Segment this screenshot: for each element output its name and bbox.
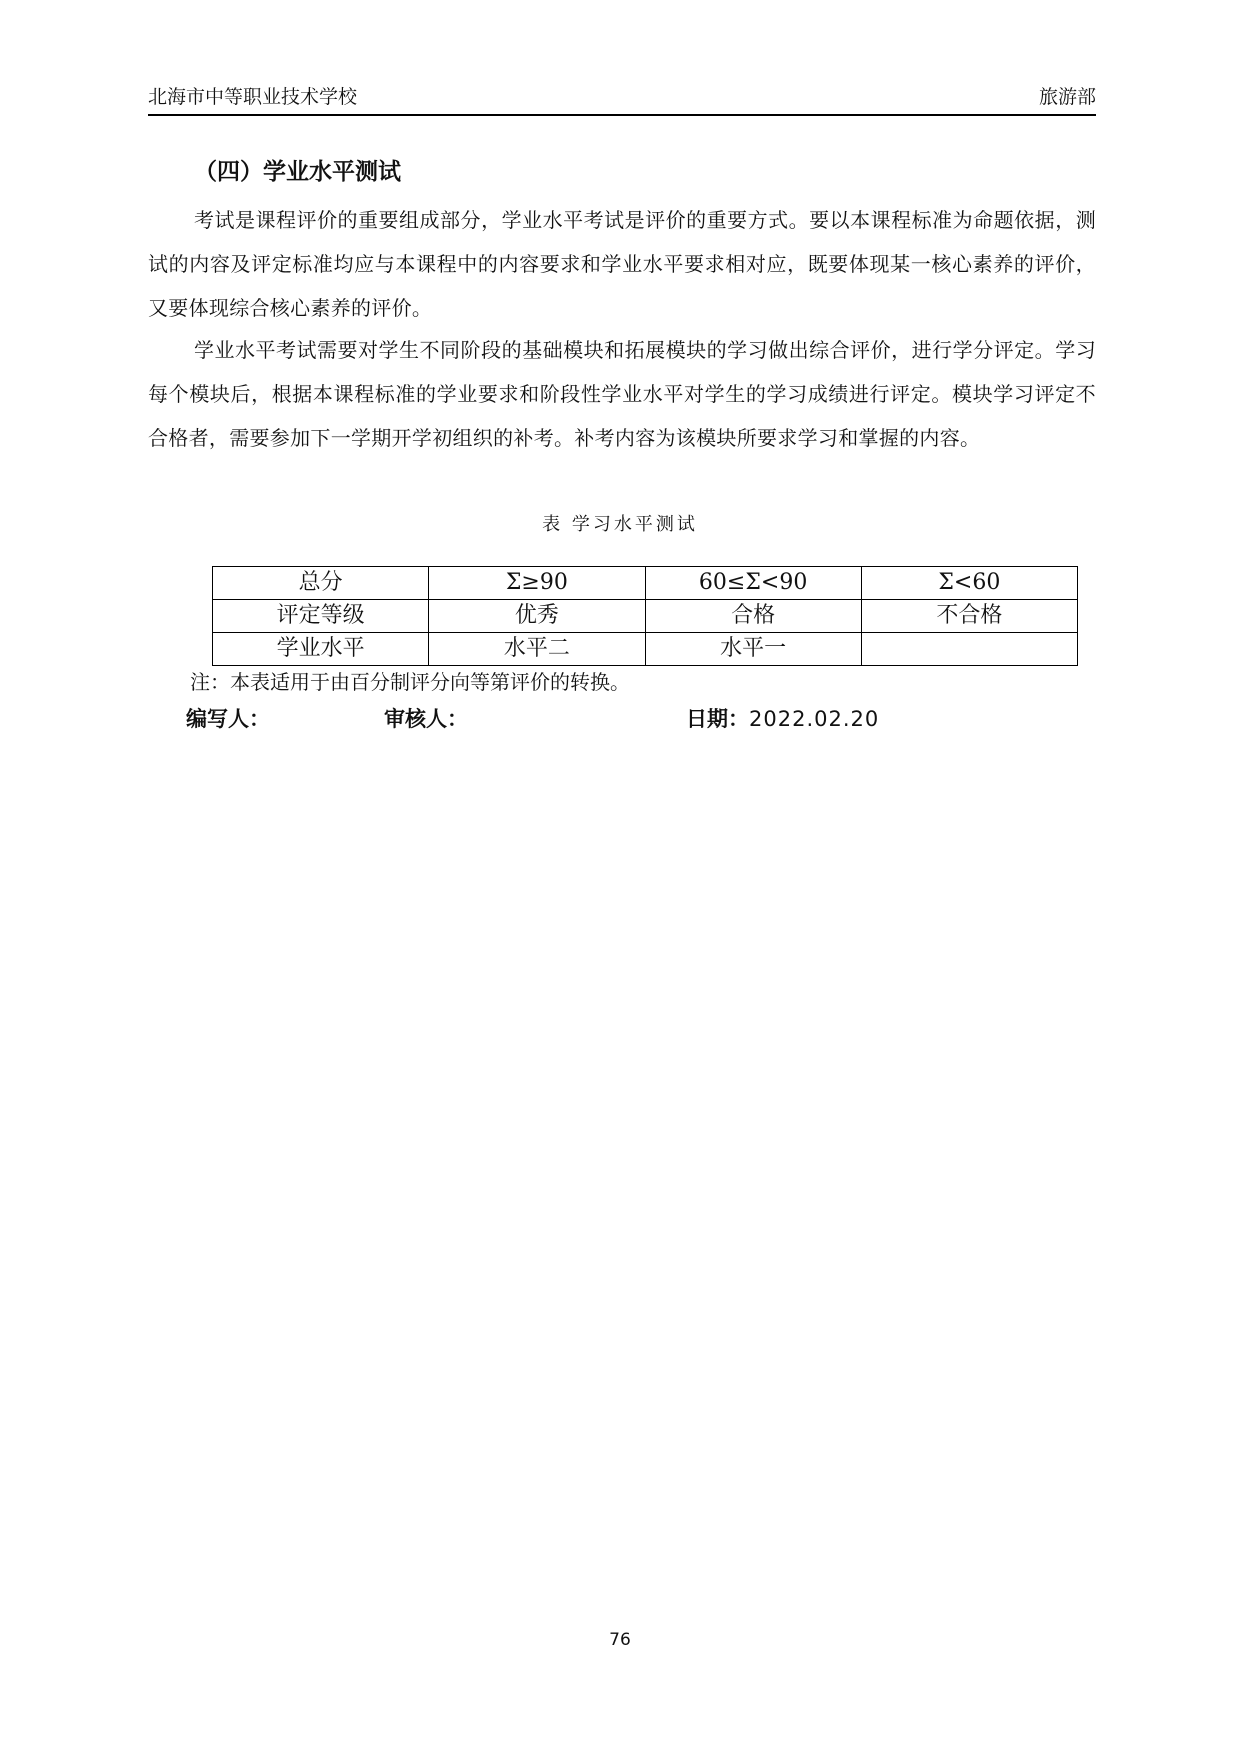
section-title: （四）学业水平测试	[194, 159, 401, 185]
grade-table	[212, 566, 1078, 666]
table-cell: 优秀	[429, 600, 645, 633]
paragraph-exam-evaluation: 考试是课程评价的重要组成部分，学业水平考试是评价的重要方式。要以本课程标准为命题依据，测试的内容及评定标准均应与本课程中的内容要求和学业水平要求相对应，既要体现某一核心素养的评价，又要体现综合核心素养的评价。	[148, 208, 1096, 320]
table-row	[213, 600, 1078, 633]
table-cell: 水平一	[645, 633, 861, 666]
date-value: 2022.02.20	[749, 707, 880, 731]
table-cell: 水平二	[429, 633, 645, 666]
paragraph-module-assessment: 学业水平考试需要对学生不同阶段的基础模块和拓展模块的学习做出综合评价，进行学分评定。学习每个模块后，根据本课程标准的学业要求和阶段性学业水平对学生的学习成绩进行评定。模块学习评定不合格者，需要参加下一学期开学初组织的补考。补考内容为该模块所要求学习和掌握的内容。	[148, 338, 1096, 450]
table-cell: 合格	[645, 600, 861, 633]
page-number: 76	[609, 1630, 631, 1650]
writer-label: 编写人：	[186, 707, 270, 731]
table-cell: 总分	[213, 567, 429, 600]
table-cell: 不合格	[861, 600, 1077, 633]
school-name: 北海市中等职业技术学校	[148, 86, 358, 108]
table-cell: Σ≥90	[429, 567, 645, 600]
date-field	[686, 704, 879, 734]
table-cell: 评定等级	[213, 600, 429, 633]
table-row	[213, 633, 1078, 666]
table-cell: 60≤Σ<90	[645, 567, 861, 600]
page-header	[148, 88, 1096, 116]
reviewer-label: 审核人：	[384, 707, 468, 731]
table-cell: 学业水平	[213, 633, 429, 666]
table-cell: Σ<60	[861, 567, 1077, 600]
table-cell	[861, 633, 1077, 666]
table-row	[213, 567, 1078, 600]
date-label: 日期：	[686, 707, 749, 731]
table-note: 注：本表适用于由百分制评分向等第评价的转换。	[190, 670, 630, 694]
department-name: 旅游部	[1038, 86, 1096, 108]
table-caption: 表 学习水平测试	[542, 514, 698, 535]
